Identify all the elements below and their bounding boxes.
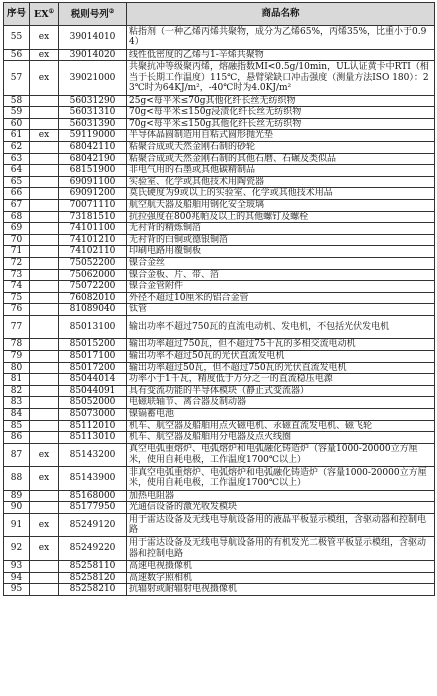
row-ex [30,141,59,153]
row-seq: 94 [4,572,30,584]
row-ex: ex [30,26,59,50]
ex-footnote-mark: ① [48,8,54,16]
row-code: 85015200 [59,339,127,351]
row-code: 74102110 [59,246,127,258]
row-code: 85017200 [59,362,127,374]
row-ex [30,420,59,432]
row-name: 实验室、化学或其他技术用陶瓷器 [127,176,435,188]
row-code: 75062000 [59,269,127,281]
row-code: 39014010 [59,26,127,50]
row-seq: 60 [4,118,30,130]
row-seq: 90 [4,502,30,514]
row-name: 光通信设备的激光收发模块 [127,502,435,514]
row-ex [30,350,59,362]
row-name: 航空航天器及船舶用钢化安全玻璃 [127,199,435,211]
row-code: 56031390 [59,118,127,130]
row-code: 74101210 [59,234,127,246]
table-row [4,176,435,188]
table-row [4,188,435,200]
row-seq: 68 [4,211,30,223]
table-row [4,420,435,432]
table-row [4,49,435,61]
row-code: 68042190 [59,153,127,165]
row-name: 真空电弧重熔炉、电弧熔炉和电弧融化铸造炉（容量1000-20000立方厘米，使用自耗电极，工作温度1700℃以上） [127,443,435,467]
row-name: 抗辐射或耐辐射电视摄像机 [127,584,435,596]
row-seq: 85 [4,420,30,432]
row-ex [30,560,59,572]
row-code: 85013100 [59,315,127,339]
table-row [4,118,435,130]
row-seq: 92 [4,537,30,561]
row-seq: 82 [4,385,30,397]
row-ex [30,107,59,119]
row-seq: 84 [4,408,30,420]
row-ex: ex [30,537,59,561]
row-ex [30,176,59,188]
row-name: 无衬背的精炼铜箔 [127,223,435,235]
row-code: 85168000 [59,490,127,502]
row-name: 机车、航空器及船舶用分电器及点火线圈 [127,432,435,444]
row-seq: 58 [4,95,30,107]
row-name: 莫氏硬度为9或以上的实验室、化学或其他技术用品 [127,188,435,200]
row-name: 输出功率超过750瓦，但不超过75千瓦的多相交流电动机 [127,339,435,351]
row-seq: 56 [4,49,30,61]
table-row [4,315,435,339]
row-seq: 74 [4,281,30,293]
row-name: 加热电阻器 [127,490,435,502]
table-row [4,234,435,246]
row-name: 粘指剂（一种乙烯丙烯共聚物，成分为乙烯65%，丙烯35%，比重小于0.94） [127,26,435,50]
row-code: 39021000 [59,61,127,96]
row-ex: ex [30,443,59,467]
row-code: 76082010 [59,292,127,304]
row-code: 85052000 [59,397,127,409]
row-ex [30,315,59,339]
row-code: 85112010 [59,420,127,432]
row-ex: ex [30,61,59,96]
row-code: 85143200 [59,443,127,467]
row-ex [30,502,59,514]
row-ex [30,397,59,409]
table-row [4,130,435,142]
row-seq: 83 [4,397,30,409]
row-code: 68151900 [59,165,127,177]
table-row [4,211,435,223]
row-code: 85258110 [59,560,127,572]
row-ex: ex [30,467,59,491]
row-name: 印刷电路用覆铜板 [127,246,435,258]
row-code: 85113010 [59,432,127,444]
row-code: 85073000 [59,408,127,420]
row-name: 高速电视摄像机 [127,560,435,572]
row-code: 85177950 [59,502,127,514]
row-name: 输出功率超过50瓦，但不超过750瓦的光伏直流发电机 [127,362,435,374]
row-code: 85044014 [59,374,127,386]
row-ex [30,408,59,420]
row-name: 输出功率不超过750瓦的直流电动机、发电机，不包括光伏发电机 [127,315,435,339]
row-name: 外径不超过10厘米的铝合金管 [127,292,435,304]
row-seq: 91 [4,513,30,537]
row-name: 粘聚合成或天然金刚石制的其他石磨、石碾及类似品 [127,153,435,165]
table-row [4,304,435,316]
header-ex: EX① [30,3,59,26]
row-name: 用于雷达设备及无线电导航设备用的有机发光二极管平板显示模组，含驱动器和控制电路 [127,537,435,561]
table-row [4,572,435,584]
table-row [4,432,435,444]
header-name: 商品名称 [127,3,435,26]
row-ex [30,269,59,281]
row-seq: 57 [4,61,30,96]
row-seq: 78 [4,339,30,351]
row-name: 镍合金丝 [127,257,435,269]
row-ex [30,584,59,596]
row-code: 85249220 [59,537,127,561]
row-ex [30,153,59,165]
table-row [4,537,435,561]
row-ex [30,95,59,107]
row-seq: 79 [4,350,30,362]
row-code: 69091100 [59,176,127,188]
row-name: 电磁联轴节、离合器及制动器 [127,397,435,409]
row-name: 70g<每平米≤150g浸渍化纤长丝无纺织物 [127,107,435,119]
table-row [4,490,435,502]
row-ex [30,223,59,235]
row-name: 线性低密度的乙烯与1-辛烯共聚物 [127,49,435,61]
row-seq: 55 [4,26,30,50]
row-seq: 95 [4,584,30,596]
row-name: 70g<每平米≤150g其他化纤长丝无纺织物 [127,118,435,130]
row-ex [30,572,59,584]
row-ex [30,199,59,211]
row-seq: 72 [4,257,30,269]
table-row [4,257,435,269]
table-row [4,61,435,96]
row-seq: 87 [4,443,30,467]
table-header-row [4,3,435,26]
row-name: 镍镉蓄电池 [127,408,435,420]
table-row [4,153,435,165]
row-seq: 69 [4,223,30,235]
table-row [4,26,435,50]
row-name: 镍合金板、片、带、箔 [127,269,435,281]
row-name: 非电气用的石墨或其他碳精制品 [127,165,435,177]
table-row [4,584,435,596]
row-ex [30,188,59,200]
row-ex: ex [30,49,59,61]
row-seq: 66 [4,188,30,200]
table-row [4,467,435,491]
row-name: 功率小于1千瓦，精度低于万分之一的直流稳压电源 [127,374,435,386]
table-row [4,95,435,107]
header-seq: 序号 [4,3,30,26]
table-row [4,362,435,374]
row-name: 粘聚合成或天然金刚石制的砂轮 [127,141,435,153]
row-code: 85249120 [59,513,127,537]
table-row [4,502,435,514]
row-ex [30,118,59,130]
row-seq: 65 [4,176,30,188]
row-code: 81089040 [59,304,127,316]
row-code: 85044091 [59,385,127,397]
row-code: 56031290 [59,95,127,107]
row-code: 85143900 [59,467,127,491]
row-ex [30,385,59,397]
row-seq: 67 [4,199,30,211]
row-seq: 88 [4,467,30,491]
table-row [4,292,435,304]
table-row [4,199,435,211]
row-ex [30,246,59,258]
row-name: 高速数字照相机 [127,572,435,584]
row-seq: 80 [4,362,30,374]
row-code: 85258120 [59,572,127,584]
row-code: 68042110 [59,141,127,153]
row-seq: 81 [4,374,30,386]
row-seq: 76 [4,304,30,316]
row-ex [30,292,59,304]
row-ex [30,234,59,246]
row-ex [30,490,59,502]
table-row [4,141,435,153]
row-code: 73181510 [59,211,127,223]
row-name: 非真空电弧重熔炉、电弧熔炉和电弧融化铸造炉（容量1000-20000立方厘米，使用自耗电极，工作温度1700℃以上） [127,467,435,491]
row-name: 输出功率不超过50瓦的光伏直流发电机 [127,350,435,362]
row-name: 机车、航空器及船舶用点火磁电机、永磁直流发电机、磁飞轮 [127,420,435,432]
row-seq: 63 [4,153,30,165]
table-row [4,443,435,467]
row-code: 75052200 [59,257,127,269]
table-row [4,513,435,537]
table-row [4,385,435,397]
row-code: 85258210 [59,584,127,596]
row-code: 70071110 [59,199,127,211]
table-row [4,246,435,258]
tariff-table [3,2,435,596]
row-name: 用于雷达设备及无线电导航设备用的液晶平板显示模组，含驱动器和控制电路 [127,513,435,537]
row-seq: 93 [4,560,30,572]
table-row [4,408,435,420]
row-seq: 71 [4,246,30,258]
row-seq: 77 [4,315,30,339]
row-name: 钛管 [127,304,435,316]
table-row [4,107,435,119]
table-row [4,223,435,235]
table-body [4,26,435,596]
row-seq: 59 [4,107,30,119]
row-ex [30,374,59,386]
row-code: 56031310 [59,107,127,119]
code-footnote-mark: ② [108,8,115,16]
row-ex [30,304,59,316]
row-ex: ex [30,130,59,142]
row-ex: ex [30,513,59,537]
row-seq: 64 [4,165,30,177]
row-ex [30,362,59,374]
row-code: 69091200 [59,188,127,200]
row-ex [30,339,59,351]
row-ex [30,281,59,293]
row-ex [30,257,59,269]
row-name: 半导体晶圆制造用自粘式圆形抛光垫 [127,130,435,142]
row-ex [30,432,59,444]
row-seq: 89 [4,490,30,502]
row-seq: 73 [4,269,30,281]
row-name: 具有变流功能的半导体模块（静止式变流器） [127,385,435,397]
row-code: 74101100 [59,223,127,235]
table-row [4,165,435,177]
table-row [4,560,435,572]
row-name: 无衬背的白铜或德银铜箔 [127,234,435,246]
table-row [4,269,435,281]
table-row [4,350,435,362]
row-seq: 75 [4,292,30,304]
row-code: 59119000 [59,130,127,142]
row-seq: 61 [4,130,30,142]
row-code: 85017100 [59,350,127,362]
row-name: 抗拉强度在800兆帕及以上的其他螺钉及螺栓 [127,211,435,223]
table-row [4,339,435,351]
row-name: 镍合金管附件 [127,281,435,293]
header-code: 税则号列② [59,3,127,26]
row-ex [30,165,59,177]
row-ex [30,211,59,223]
row-seq: 86 [4,432,30,444]
tariff-list [3,2,434,596]
row-name: 共聚抗冲等级聚丙烯，熔融指数MI<0.5g/10min，UL认证黄卡中RTI（相当于长期工作温度）115℃，悬臂梁缺口冲击强度（测量方法ISO 180）：23℃时为64KJ/m²，-40℃时为4.0KJ/m² [127,61,435,96]
row-code: 75072200 [59,281,127,293]
row-seq: 70 [4,234,30,246]
row-code: 39014020 [59,49,127,61]
table-row [4,281,435,293]
row-name: 25g<每平米≤70g其他化纤长丝无纺织物 [127,95,435,107]
row-seq: 62 [4,141,30,153]
table-row [4,374,435,386]
table-row [4,397,435,409]
